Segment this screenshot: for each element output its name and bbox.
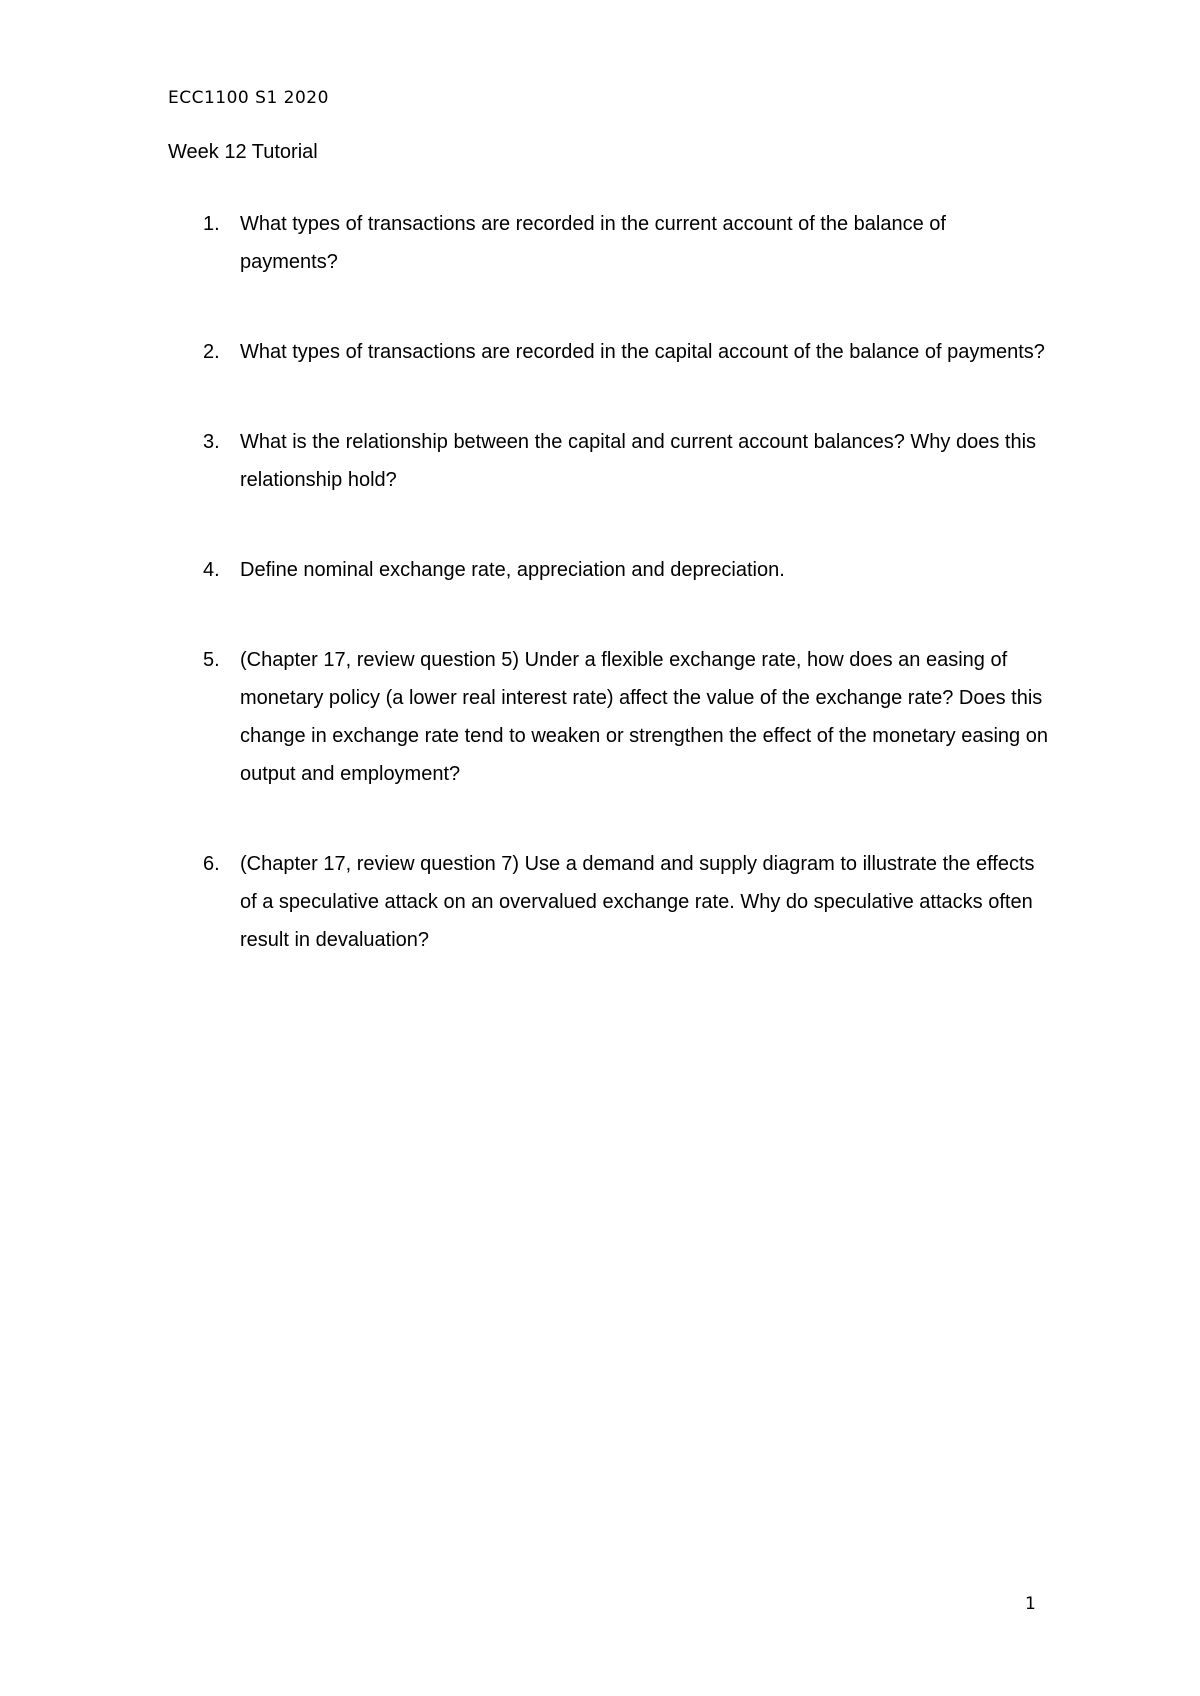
question-item: [168, 333, 1048, 371]
question-item: [168, 641, 1048, 793]
course-header: ECC1100 S1 2020: [168, 88, 329, 108]
question-item: [168, 845, 1048, 959]
question-number: 1.: [203, 213, 220, 235]
question-number: 6.: [203, 853, 220, 875]
question-text: What is the relationship between the capital and current account balances? Why does this relationship hold?: [240, 431, 1037, 491]
question-item: [168, 423, 1048, 499]
question-number: 4.: [203, 559, 220, 581]
question-item: [168, 205, 1048, 281]
question-list: [168, 205, 1048, 1011]
question-text: What types of transactions are recorded in the capital account of the balance of payments?: [240, 341, 1045, 363]
question-item: [168, 551, 1048, 589]
question-text: Define nominal exchange rate, appreciation and depreciation.: [240, 559, 785, 581]
page-number: 1: [1025, 1594, 1036, 1614]
question-text: (Chapter 17, review question 7) Use a demand and supply diagram to illustrate the effects of a speculative attack on an overvalued exchange rate. Why do speculative attacks often result in devaluation?: [240, 853, 1035, 951]
question-number: 2.: [203, 341, 220, 363]
document-title: Week 12 Tutorial: [168, 141, 318, 163]
question-text: What types of transactions are recorded in the current account of the balance of payments?: [240, 213, 946, 273]
question-number: 3.: [203, 431, 220, 453]
question-text: (Chapter 17, review question 5) Under a flexible exchange rate, how does an easing of monetary policy (a lower real interest rate) affect the value of the exchange rate? Does this change in exchange rate tend to weaken or strengthen the effect of the monetary easing on output and employment?: [240, 649, 1048, 785]
question-number: 5.: [203, 649, 220, 671]
